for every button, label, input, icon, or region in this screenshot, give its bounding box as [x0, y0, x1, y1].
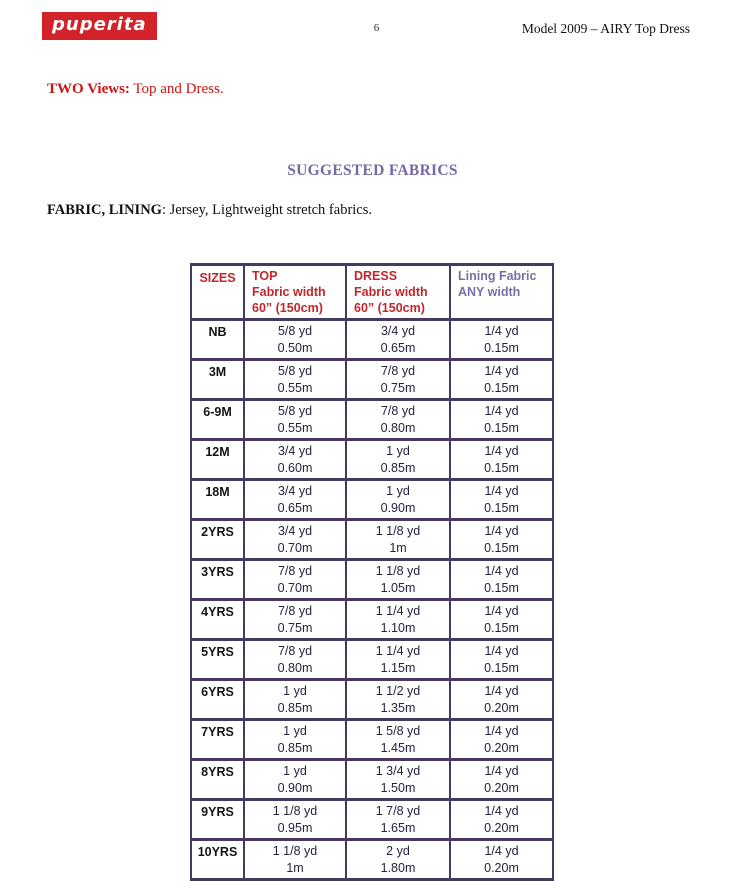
table-body	[191, 320, 553, 880]
value-line: 0.80m	[380, 420, 416, 435]
top-value-cell	[244, 400, 346, 440]
dress-value-cell	[346, 720, 450, 760]
column-header-sizes	[191, 265, 244, 320]
lining-value-cell	[450, 720, 553, 760]
value-line: 0.90m	[277, 780, 313, 795]
value-line: 0.20m	[484, 820, 519, 835]
table-row-9yrs	[191, 800, 553, 840]
size-cell: 4YRS	[191, 600, 244, 640]
fabric-requirements-table	[190, 263, 554, 881]
value-line: 0.90m	[380, 500, 416, 515]
value-line: 7/8 yd	[277, 644, 313, 658]
value-line: 0.15m	[484, 620, 519, 635]
size-cell: 6-9M	[191, 400, 244, 440]
value-line: 0.15m	[484, 580, 519, 595]
value-line: 0.85m	[380, 460, 416, 475]
document-title: Model 2009 – AIRY Top Dress	[521, 21, 690, 36]
size-cell: 6YRS	[191, 680, 244, 720]
dress-value-cell	[346, 600, 450, 640]
value-line: 1 yd	[386, 444, 410, 458]
value-line: 1/4 yd	[484, 484, 519, 498]
dress-value-cell	[346, 680, 450, 720]
value-line: 0.75m	[380, 380, 416, 395]
value-line: 1/4 yd	[484, 764, 519, 778]
table-row-3yrs	[191, 560, 553, 600]
value-line: 0.85m	[277, 740, 313, 755]
table-row-6-9m	[191, 400, 553, 440]
value-line: 3/4 yd	[277, 524, 313, 538]
lining-value-cell	[450, 440, 553, 480]
top-value-cell	[244, 760, 346, 800]
size-cell: 9YRS	[191, 800, 244, 840]
lining-value-cell	[450, 520, 553, 560]
size-cell: 8YRS	[191, 760, 244, 800]
dress-value-cell	[346, 400, 450, 440]
value-line: 5/8 yd	[277, 404, 313, 418]
value-line: 1.05m	[380, 580, 416, 595]
top-value-cell	[244, 480, 346, 520]
lining-value-cell	[450, 800, 553, 840]
size-cell: 12M	[191, 440, 244, 480]
value-line: 1 1/4 yd	[375, 604, 421, 618]
value-line: 1/4 yd	[484, 644, 519, 658]
value-line: 0.20m	[484, 780, 519, 795]
value-line: 0.60m	[277, 460, 313, 475]
value-line: 1/4 yd	[484, 604, 519, 618]
header-line: Fabric width	[354, 285, 428, 299]
lining-value-cell	[450, 560, 553, 600]
table-row-12m	[191, 440, 553, 480]
value-line: 1 yd	[386, 484, 410, 498]
top-value-cell	[244, 320, 346, 360]
value-line: 1 1/8 yd	[375, 524, 421, 538]
value-line: 3/4 yd	[277, 484, 313, 498]
table-row-4yrs	[191, 600, 553, 640]
dress-value-cell	[346, 480, 450, 520]
dress-value-cell	[346, 440, 450, 480]
header-line: 60” (150cm)	[252, 301, 323, 315]
size-cell: 7YRS	[191, 720, 244, 760]
value-line: 1m	[389, 540, 407, 555]
lining-value-cell	[450, 360, 553, 400]
value-line: 1 1/2 yd	[375, 684, 421, 698]
value-line: 1 1/4 yd	[375, 644, 421, 658]
top-value-cell	[244, 360, 346, 400]
size-cell: 2YRS	[191, 520, 244, 560]
value-line: 1/4 yd	[484, 724, 519, 738]
header-line: TOP	[252, 269, 278, 283]
value-line: 3/4 yd	[277, 444, 313, 458]
value-line: 1 5/8 yd	[375, 724, 421, 738]
lining-value-cell	[450, 400, 553, 440]
table-row-5yrs	[191, 640, 553, 680]
fabric-lining-line	[47, 202, 372, 219]
header-line: DRESS	[354, 269, 398, 283]
value-line: 0.15m	[484, 660, 519, 675]
value-line: 1 1/8 yd	[272, 804, 318, 818]
column-header-top	[244, 265, 346, 320]
value-line: 0.85m	[277, 700, 313, 715]
value-line: 0.65m	[380, 340, 416, 355]
value-line: 1/4 yd	[484, 804, 519, 818]
value-line: 0.65m	[277, 500, 313, 515]
value-line: 1 7/8 yd	[375, 804, 421, 818]
value-line: 0.20m	[484, 740, 519, 755]
value-line: 1 1/8 yd	[375, 564, 421, 578]
value-line: 1 yd	[283, 684, 307, 698]
header-line: Lining Fabric	[458, 269, 537, 283]
table-row-2yrs	[191, 520, 553, 560]
fabric-lining-text: : Jersey, Lightweight stretch fabrics.	[161, 202, 373, 218]
lining-value-cell	[450, 640, 553, 680]
lining-value-cell	[450, 600, 553, 640]
lining-value-cell	[450, 480, 553, 520]
top-value-cell	[244, 800, 346, 840]
value-line: 1/4 yd	[484, 844, 519, 858]
dress-value-cell	[346, 800, 450, 840]
value-line: 1.50m	[380, 780, 416, 795]
value-line: 5/8 yd	[277, 364, 313, 378]
size-cell: 18M	[191, 480, 244, 520]
value-line: 1.80m	[380, 860, 416, 875]
value-line: 1 1/8 yd	[272, 844, 318, 858]
value-line: 5/8 yd	[277, 324, 313, 338]
value-line: 1/4 yd	[484, 444, 519, 458]
table-row-6yrs	[191, 680, 553, 720]
views-text: Top and Dress.	[129, 81, 224, 97]
value-line: 2 yd	[386, 844, 410, 858]
value-line: 0.20m	[484, 860, 519, 875]
dress-value-cell	[346, 520, 450, 560]
value-line: 0.50m	[277, 340, 313, 355]
value-line: 0.95m	[277, 820, 313, 835]
dress-value-cell	[346, 640, 450, 680]
column-header-lining	[450, 265, 553, 320]
value-line: 0.70m	[277, 540, 313, 555]
column-header-dress	[346, 265, 450, 320]
lining-value-cell	[450, 320, 553, 360]
top-value-cell	[244, 440, 346, 480]
top-value-cell	[244, 560, 346, 600]
value-line: 0.20m	[484, 700, 519, 715]
value-line: 1 yd	[283, 724, 307, 738]
dress-value-cell	[346, 840, 450, 880]
value-line: 0.15m	[484, 380, 519, 395]
top-value-cell	[244, 640, 346, 680]
table-row-10yrs	[191, 840, 553, 880]
value-line: 7/8 yd	[277, 604, 313, 618]
page-number: 6	[373, 22, 380, 34]
value-line: 1/4 yd	[484, 364, 519, 378]
table-row-nb	[191, 320, 553, 360]
dress-value-cell	[346, 360, 450, 400]
value-line: 1.45m	[380, 740, 416, 755]
table-row-8yrs	[191, 760, 553, 800]
dress-value-cell	[346, 320, 450, 360]
top-value-cell	[244, 600, 346, 640]
header-line: ANY width	[458, 285, 521, 299]
size-cell: NB	[191, 320, 244, 360]
lining-value-cell	[450, 680, 553, 720]
value-line: 0.55m	[277, 380, 313, 395]
views-label: TWO Views:	[47, 81, 130, 97]
value-line: 7/8 yd	[380, 404, 416, 418]
top-value-cell	[244, 840, 346, 880]
value-line: 0.80m	[277, 660, 313, 675]
value-line: 1/4 yd	[484, 564, 519, 578]
value-line: 0.15m	[484, 340, 519, 355]
header-line: SIZES	[199, 271, 236, 285]
value-line: 3/4 yd	[380, 324, 416, 338]
dress-value-cell	[346, 760, 450, 800]
dress-value-cell	[346, 560, 450, 600]
header-line: 60” (150cm)	[354, 301, 425, 315]
value-line: 1/4 yd	[484, 404, 519, 418]
value-line: 0.15m	[484, 540, 519, 555]
value-line: 0.75m	[277, 620, 313, 635]
value-line: 0.55m	[277, 420, 313, 435]
top-value-cell	[244, 520, 346, 560]
size-cell: 3M	[191, 360, 244, 400]
table-row-7yrs	[191, 720, 553, 760]
puperita-logo: puperita	[42, 12, 157, 40]
value-line: 7/8 yd	[380, 364, 416, 378]
size-cell: 3YRS	[191, 560, 244, 600]
value-line: 0.15m	[484, 420, 519, 435]
value-line: 1.10m	[380, 620, 416, 635]
top-value-cell	[244, 680, 346, 720]
fabric-lining-label: FABRIC, LINING	[47, 202, 162, 218]
table-header-row	[191, 265, 553, 320]
size-cell: 10YRS	[191, 840, 244, 880]
value-line: 1 3/4 yd	[375, 764, 421, 778]
value-line: 0.70m	[277, 580, 313, 595]
value-line: 0.15m	[484, 460, 519, 475]
value-line: 1 yd	[283, 764, 307, 778]
table-row-18m	[191, 480, 553, 520]
section-title-suggested-fabrics: SUGGESTED FABRICS	[287, 162, 458, 179]
value-line: 1/4 yd	[484, 524, 519, 538]
value-line: 0.15m	[484, 500, 519, 515]
value-line: 1.35m	[380, 700, 416, 715]
top-value-cell	[244, 720, 346, 760]
value-line: 1m	[286, 860, 304, 875]
value-line: 1.65m	[380, 820, 416, 835]
value-line: 1/4 yd	[484, 324, 519, 338]
value-line: 1/4 yd	[484, 684, 519, 698]
views-line	[47, 81, 224, 98]
lining-value-cell	[450, 840, 553, 880]
value-line: 1.15m	[380, 660, 416, 675]
size-cell: 5YRS	[191, 640, 244, 680]
value-line: 7/8 yd	[277, 564, 313, 578]
table-row-3m	[191, 360, 553, 400]
lining-value-cell	[450, 760, 553, 800]
header-line: Fabric width	[252, 285, 326, 299]
